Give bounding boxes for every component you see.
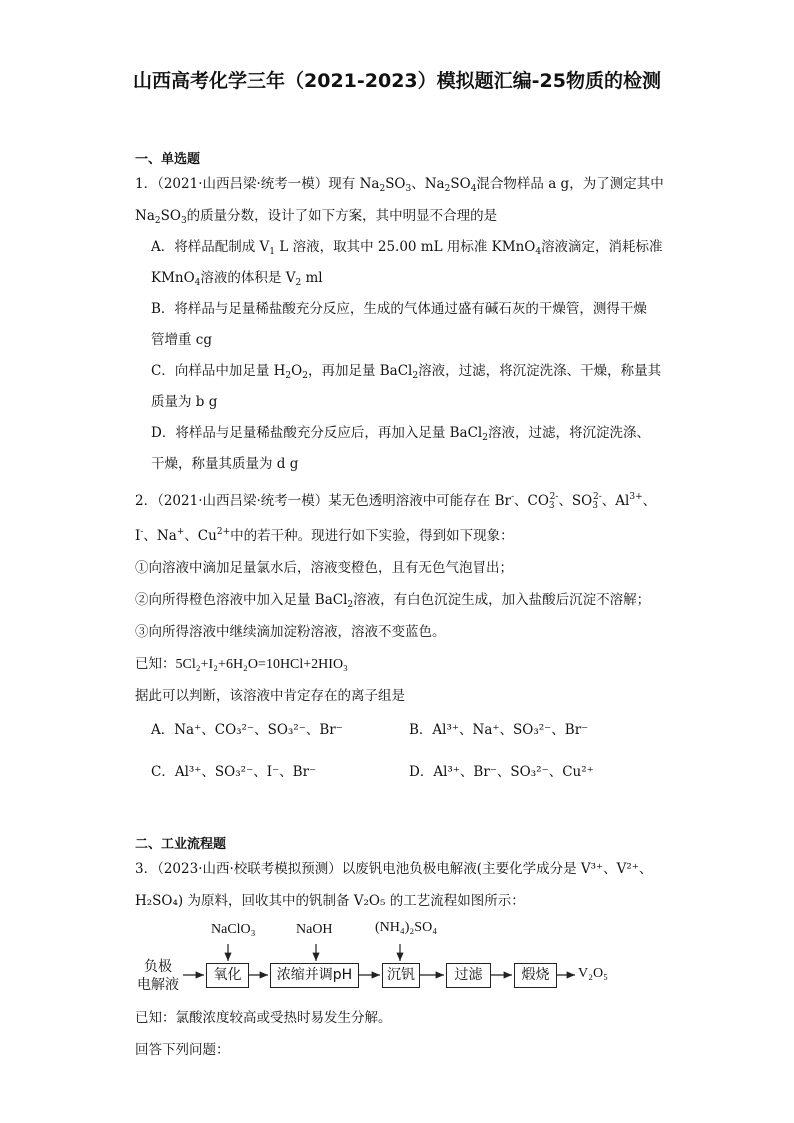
q1-stem-line2: $Na_2SO_3$的质量分数，设计了如下方案，其中明显不合理的是 bbox=[135, 208, 498, 226]
q1-option-d-line1[interactable]: D．将样品与足量稀盐酸充分反应后，再加入足量 BaCl$_2$溶液，过滤，将沉淀洗涤、 bbox=[151, 425, 650, 443]
q2-number: 2． bbox=[135, 493, 158, 509]
input-label-line2: 电解液 bbox=[137, 977, 179, 993]
step-calcine: 煅烧 bbox=[514, 963, 557, 988]
section-heading-process-flow: 二、工业流程题 bbox=[135, 837, 227, 852]
q3-number: 3． bbox=[135, 861, 158, 877]
q2-option-b[interactable]: B．Al³⁺、Na⁺、SO₃²⁻、Br⁻ bbox=[409, 722, 589, 738]
q1-option-d-line2: 干燥，称量其质量为 d g bbox=[151, 456, 299, 472]
q2-option-d[interactable]: D．Al³⁺、Br⁻、SO₃²⁻、Cu²⁺ bbox=[409, 764, 594, 780]
q2-option-a[interactable]: A．Na⁺、CO₃²⁻、SO₃²⁻、Br⁻ bbox=[151, 722, 343, 738]
q3-known: 已知：氯酸浓度较高或受热时易发生分解。 bbox=[135, 1010, 392, 1026]
q2-stem-line1: 2．（2021·山西吕梁·统考一模）某无色透明溶液中可能存在 Br-、$CO_3^{2-}$、$SO_3^{2-}$、$Al^{3+}$、 bbox=[135, 492, 657, 511]
step-oxidation: 氧化 bbox=[206, 963, 249, 988]
q3-stem-line2: H₂SO₄) 为原料，回收其中的钒制备 V₂O₅ 的工艺流程如图所示： bbox=[135, 893, 525, 909]
q2-option-c[interactable]: C．Al³⁺、SO₃²⁻、I⁻、Br⁻ bbox=[151, 764, 317, 780]
page-title: 山西高考化学三年（2021-2023）模拟题汇编-25物质的检测 bbox=[133, 70, 661, 92]
q2-stem-line2: I-、Na+、$Cu^{2+}$中的若干种。现进行如下实验，得到如下现象： bbox=[135, 527, 514, 544]
step-filter: 过滤 bbox=[446, 963, 491, 988]
q3-source: （2023·山西·校联考模拟预测） bbox=[157, 861, 342, 877]
section-heading-single-choice: 一、单选题 bbox=[135, 152, 201, 167]
q2-experiment-2: ②向所得橙色溶液中加入足量 BaCl$_2$溶液，有白色沉淀生成，加入盐酸后沉淀不溶解； bbox=[135, 592, 651, 610]
q1-stem-line1: 1．（2021·山西吕梁·统考一模）现有 $Na_2SO_3$、$Na_2SO_4$混合物样品 a g，为了测定其中 bbox=[135, 176, 664, 194]
reagent-ammonium-sulfate: (NH₄)₂SO₄ bbox=[375, 920, 438, 935]
product-v2o5: V₂O₅ bbox=[578, 966, 608, 981]
input-label-line1: 负极 bbox=[144, 959, 172, 975]
reagent-naclo3: NaClO₃ bbox=[211, 922, 256, 937]
q2-question: 据此可以判断，该溶液中肯定存在的离子组是 bbox=[135, 688, 405, 704]
q3-stem-line1: 3．（2023·山西·校联考模拟预测）以废钒电池负极电解液(主要化学成分是 V³⁺、V²⁺、 bbox=[135, 861, 653, 877]
q1-number: 1． bbox=[135, 176, 158, 192]
reagent-naoh: NaOH bbox=[296, 922, 333, 937]
q1-option-c-line1[interactable]: C．向样品中加足量 $H_2O_2$，再加足量 BaCl$_2$溶液，过滤，将沉淀洗涤、干燥，称量其 bbox=[151, 363, 662, 381]
step-precipitate-vanadium: 沉钒 bbox=[382, 963, 420, 988]
q1-option-c-line2: 质量为 b g bbox=[151, 394, 218, 410]
q3-prompt: 回答下列问题： bbox=[135, 1042, 230, 1058]
q1-option-b-line2: 管增重 cg bbox=[151, 332, 212, 348]
q2-known: 已知：5Cl₂+I₂+6H₂O=10HCl+2HIO₃ bbox=[135, 656, 348, 672]
step-concentrate-adjust-ph: 浓缩并调pH bbox=[270, 963, 359, 988]
q2-known-equation: 5Cl₂+I₂+6H₂O=10HCl+2HIO₃ bbox=[175, 657, 348, 672]
q2-source: （2021·山西吕梁·统考一模） bbox=[157, 493, 329, 509]
q1-option-a-line2: KMnO$_4$溶液的体积是 $V_2$ ml bbox=[151, 270, 323, 288]
q1-option-b-line1[interactable]: B．将样品与足量稀盐酸充分反应，生成的气体通过盛有碱石灰的干燥管，测得干燥 bbox=[151, 301, 647, 317]
q2-experiment-1: ①向溶液中滴加足量氯水后，溶液变橙色，且有无色气泡冒出； bbox=[135, 560, 513, 576]
q1-source: （2021·山西吕梁·统考一模） bbox=[157, 176, 329, 192]
q1-option-a-line1[interactable]: A．将样品配制成 $V_1$ L 溶液，取其中 25.00 mL 用标准 KMnO$_4$溶液滴定，消耗标准 bbox=[151, 239, 663, 257]
q2-experiment-3: ③向所得溶液中继续滴加淀粉溶液，溶液不变蓝色。 bbox=[135, 624, 446, 640]
